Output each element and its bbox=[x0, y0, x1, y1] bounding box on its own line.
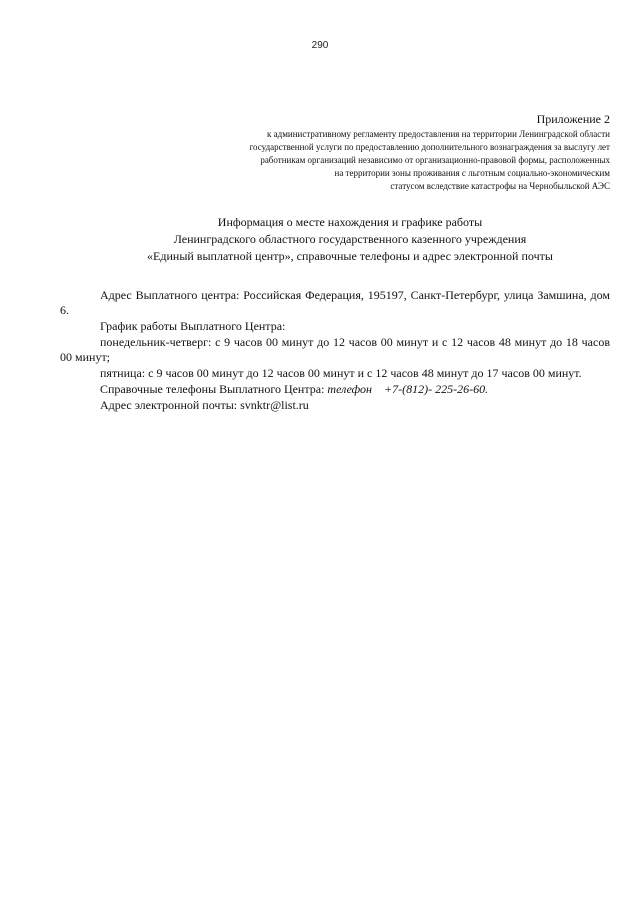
address-paragraph: Адрес Выплатного центра: Российская Федерация, 195197, Санкт-Петербург, улица Замшина, дом 6. bbox=[60, 288, 610, 317]
heading-line: «Единый выплатной центр», справочные телефоны и адрес электронной почты bbox=[147, 249, 553, 263]
appendix-line: статусом вследствие катастрофы на Чернобыльской АЭС bbox=[390, 181, 610, 191]
phones-paragraph bbox=[60, 382, 610, 397]
appendix-line: на территории зоны проживания с льготным социально-экономическим bbox=[334, 168, 610, 178]
appendix-line: работникам организаций независимо от организационно-правовой формы, расположенных bbox=[260, 155, 610, 165]
schedule-fri: пятница: с 9 часов 00 минут до 12 часов 00 минут и с 12 часов 48 минут до 17 часов 00 минут. bbox=[100, 366, 582, 380]
email-paragraph: Адрес электронной почты: svnktr@list.ru bbox=[100, 398, 309, 412]
heading-line: Информация о месте нахождения и графике работы bbox=[217, 215, 483, 229]
appendix-line: к административному регламенту предоставления на территории Ленинградской области bbox=[267, 129, 610, 139]
appendix-block bbox=[130, 112, 610, 193]
appendix-line: государственной услуги по предоставлению дополнительного вознаграждения за выслугу лет bbox=[249, 142, 610, 152]
phones-number: +7-(812)- 225-26-60. bbox=[384, 382, 489, 396]
schedule-mon-thu: понедельник-четверг: с 9 часов 00 минут до 12 часов 00 минут и с 12 часов 48 минут до 18 часов 00 минут; bbox=[60, 335, 610, 364]
appendix-title: Приложение 2 bbox=[536, 112, 610, 126]
info-content bbox=[60, 288, 610, 414]
phones-word: телефон bbox=[327, 382, 372, 396]
heading-line: Ленинградского областного государственного казенного учреждения bbox=[173, 232, 527, 246]
page-number: 290 bbox=[311, 40, 329, 51]
phones-label: Справочные телефоны Выплатного Центра: bbox=[100, 382, 328, 396]
schedule-title: График работы Выплатного Центра: bbox=[100, 319, 286, 333]
info-heading bbox=[60, 214, 640, 265]
